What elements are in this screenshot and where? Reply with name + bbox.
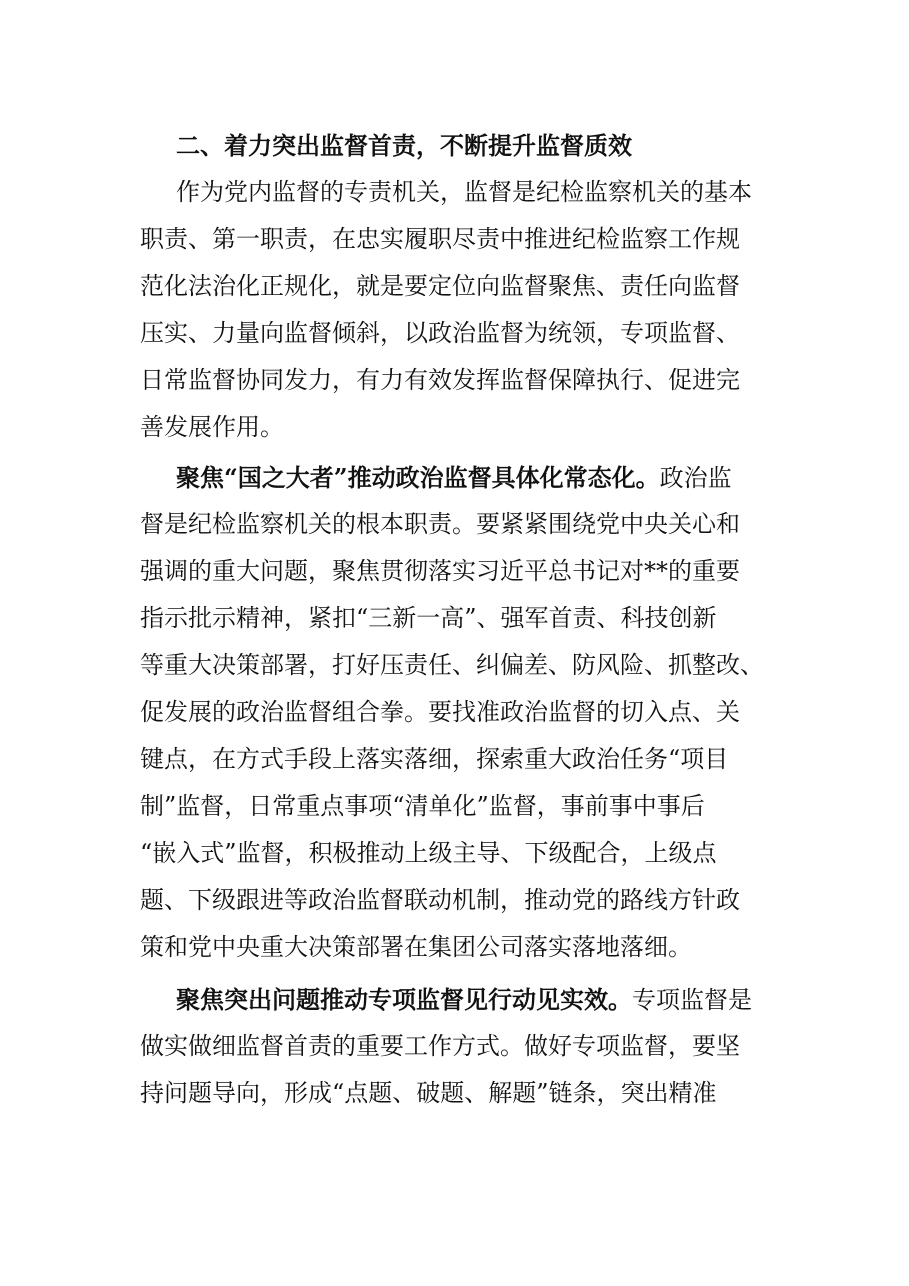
section-heading: 二、着力突出监督首责，不断提升监督质效 [176,131,632,160]
paragraph-2-line: “嵌入式”监督，积极推动上级主导、下级配合，上级点 [140,839,717,867]
paragraph-1-line: 压实、力量向监督倾斜，以政治监督为统领，专项监督、 [140,319,740,347]
paragraph-2-first-line-rest: 政治监 [659,464,732,492]
paragraph-3-lead: 聚焦突出问题推动专项监督见行动见实效。 [176,985,632,1014]
paragraph-2-line: 策和党中央重大决策部署在集团公司落实落地落细。 [140,933,692,961]
paragraph-3-line: 做实做细监督首责的重要工作方式。做好专项监督，要坚 [140,1032,740,1060]
paragraph-1-line: 范化法治化正规化，就是要定位向监督聚焦、责任向监督 [140,272,740,300]
paragraph-2-first-line [176,454,732,501]
paragraph-1-line: 日常监督协同发力，有力有效发挥监督保障执行、促进完 [140,366,740,394]
paragraph-2-line: 促发展的政治监督组合拳。要找准政治监督的切入点、关 [140,698,740,726]
paragraph-3-first-line-rest: 专项监督是 [632,986,752,1014]
paragraph-2-line: 等重大决策部署，打好压责任、纠偏差、防风险、抓整改、 [140,651,764,679]
paragraph-3-line: 持问题导向，形成“点题、破题、解题”链条，突出精准 [140,1079,717,1107]
paragraph-1-line: 职责、第一职责，在忠实履职尽责中推进纪检监察工作规 [140,225,740,253]
paragraph-2-lead: 聚焦“国之大者”推动政治监督具体化常态化。 [176,463,660,492]
paragraph-2-line: 督是纪检监察机关的根本职责。要紧紧围绕党中央关心和 [140,510,740,538]
paragraph-3-first-line [176,976,752,1023]
paragraph-1-line: 善发展作用。 [140,413,284,441]
paragraph-2-line: 键点，在方式手段上落实落细，探索重大政治任务“项目 [140,745,729,773]
paragraph-2-line: 制”监督，日常重点事项“清单化”监督，事前事中事后 [140,792,705,820]
paragraph-2-line: 强调的重大问题，聚焦贯彻落实习近平总书记对**的重要 [140,557,740,585]
paragraph-2-line: 指示批示精神，紧扣“三新一高”、强军首责、科技创新 [140,604,717,632]
paragraph-1-line: 作为党内监督的专责机关，监督是纪检监察机关的基本 [176,178,752,206]
paragraph-2-line: 题、下级跟进等政治监督联动机制，推动党的路线方针政 [140,886,740,914]
